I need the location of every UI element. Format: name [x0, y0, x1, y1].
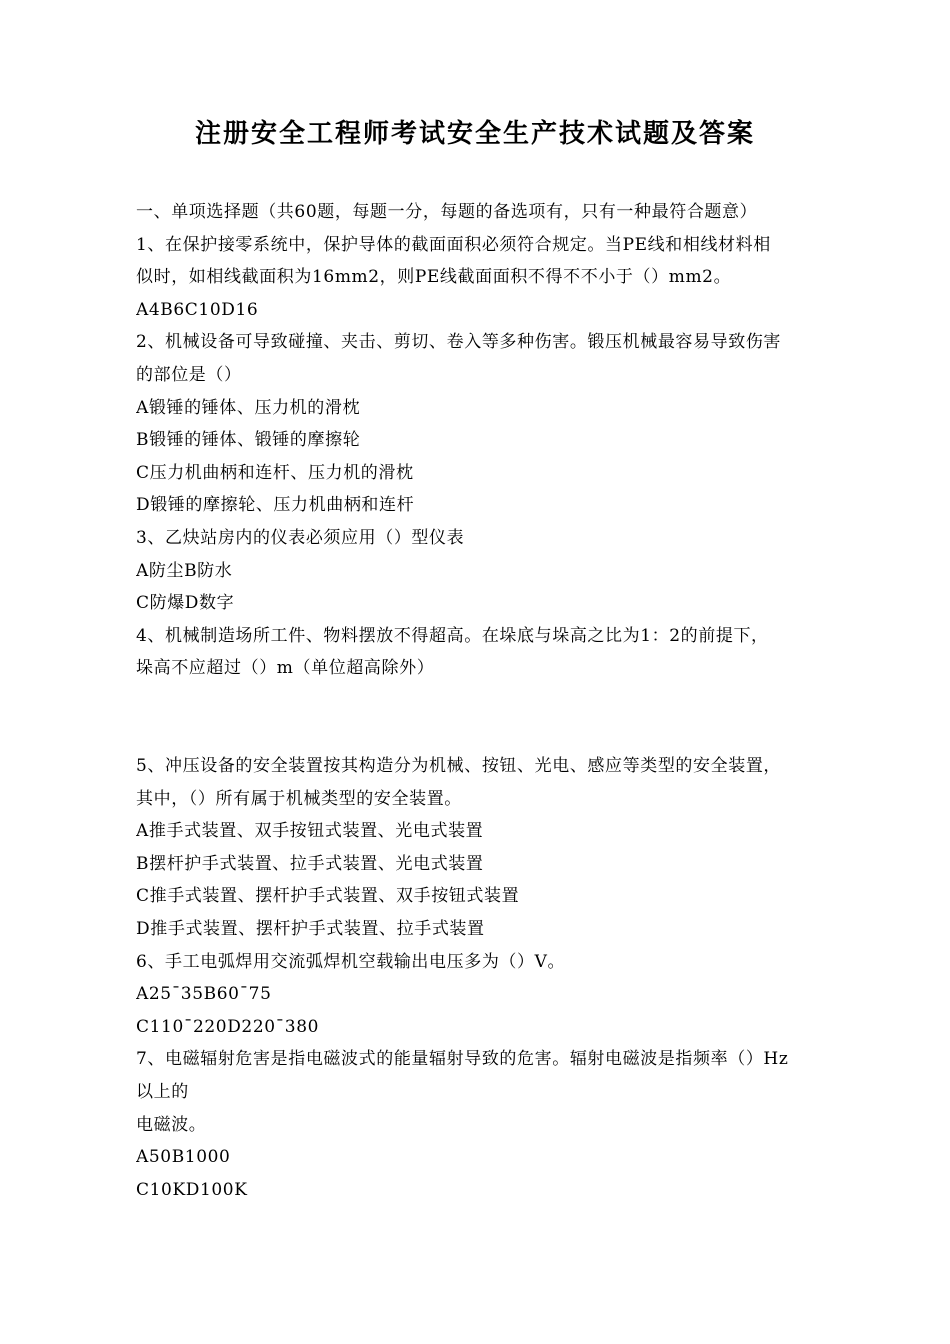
question-5-option-a: A推手式装置、双手按钮式装置、光电式装置: [136, 821, 484, 842]
question-3-options-ab: A防尘B防水: [136, 560, 233, 581]
document-title: 注册安全工程师考试安全生产技术试题及答案: [194, 119, 755, 149]
question-2-option-c: C压力机曲柄和连杆、压力机的滑枕: [136, 462, 414, 483]
question-6-options-cd: C110¯220D220¯380: [136, 1016, 320, 1037]
question-5-option-c: C推手式装置、摆杆护手式装置、双手按钮式装置: [136, 886, 520, 907]
question-5-text: 5、冲压设备的安全装置按其构造分为机械、按钮、光电、感应等类型的安全装置，: [136, 756, 782, 777]
question-1-text: 1、在保护接零系统中，保护导体的截面面积必须符合规定。当PE线和相线材料相: [136, 234, 771, 255]
question-2-text: 2、机械设备可导致碰撞、夹击、剪切、卷入等多种伤害。锻压机械最容易导致伤害: [136, 332, 782, 353]
question-2-text-cont: 的部位是（）: [136, 364, 242, 385]
question-4-text-cont: 垛高不应超过（）m（单位超高除外）: [136, 658, 435, 679]
blank-gap: [136, 685, 836, 750]
question-3-options-cd: C防爆D数字: [136, 593, 235, 614]
question-7-text-cont: 以上的: [136, 1082, 189, 1103]
question-5-text-cont: 其中，（）所有属于机械类型的安全装置。: [136, 788, 462, 809]
question-2-option-b: B锻锤的锤体、锻锤的摩擦轮: [136, 430, 361, 451]
question-7-options-ab: A50B1000: [136, 1147, 231, 1168]
question-1-text-cont: 似时，如相线截面积为16mm2，则PE线截面面积不得不不小于（）mm2。: [136, 267, 732, 288]
question-3-text: 3、乙炔站房内的仪表必须应用（）型仪表: [136, 527, 465, 548]
question-4-text: 4、机械制造场所工件、物料摆放不得超高。在垛底与垛高之比为1：2的前提下，: [136, 625, 769, 646]
question-7-options-cd: C10KD100K: [136, 1179, 248, 1200]
question-5-option-b: B摆杆护手式装置、拉手式装置、光电式装置: [136, 853, 484, 874]
question-2-option-d: D锻锤的摩擦轮、压力机曲柄和连杆: [136, 495, 415, 516]
question-6-text: 6、手工电弧焊用交流弧焊机空载输出电压多为（）V。: [136, 951, 566, 972]
question-1-options: A4B6C10D16: [136, 299, 259, 320]
question-5-option-d: D推手式装置、摆杆护手式装置、拉手式装置: [136, 919, 485, 940]
question-6-options-ab: A25¯35B60¯75: [136, 984, 272, 1005]
section-heading: 一、单项选择题（共60题，每题一分，每题的备选项有，只有一种最符合题意）: [136, 202, 758, 222]
question-7-text-cont-2: 电磁波。: [136, 1114, 207, 1135]
document-body: [136, 196, 836, 1206]
question-2-option-a: A锻锤的锤体、压力机的滑枕: [136, 397, 361, 418]
question-7-text: 7、电磁辐射危害是指电磁波式的能量辐射导致的危害。辐射电磁波是指频率（）Hz: [136, 1049, 789, 1070]
